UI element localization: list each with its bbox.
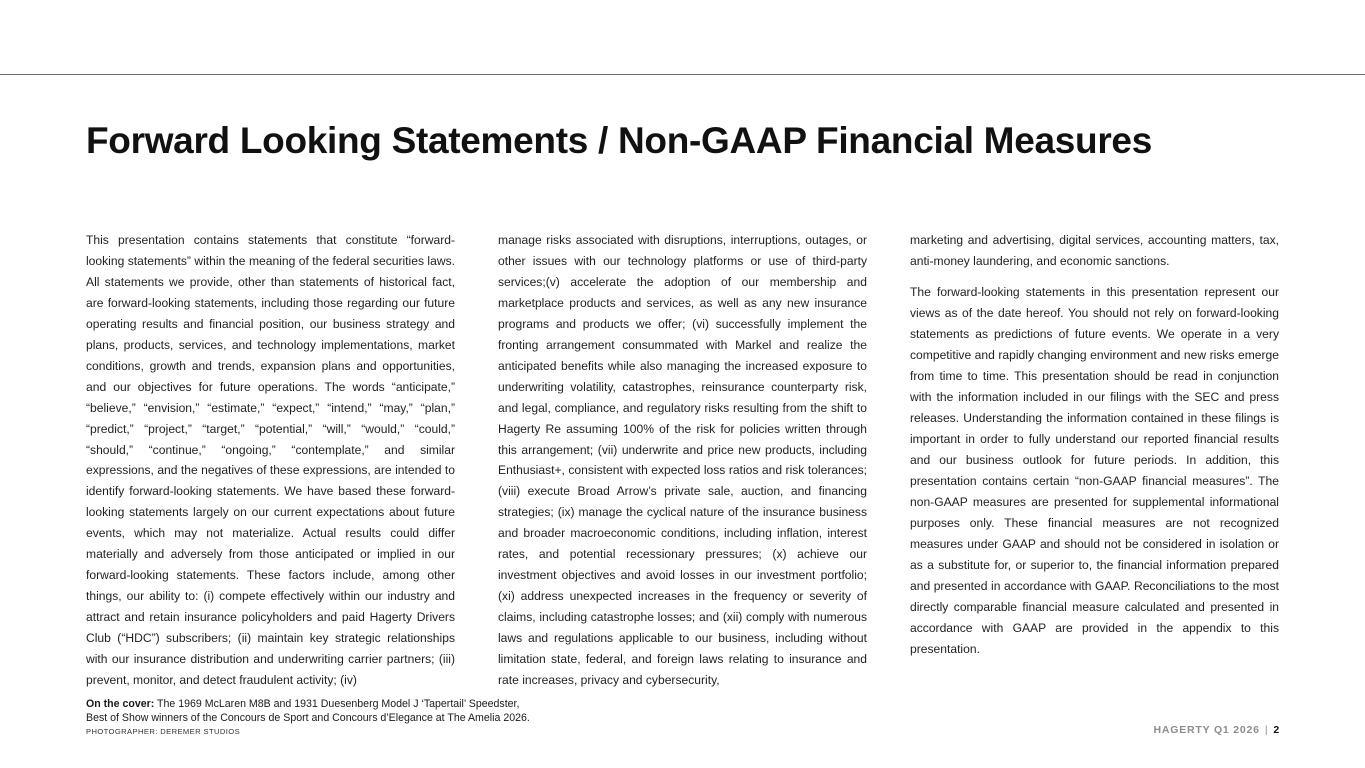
- text-column-2: [498, 230, 867, 691]
- paragraph: manage risks associated with disruptions, interruptions, outages, or other issues with our technology platforms or use of third-party services;(v) accelerate the adoption of our membership and marketplace products and services, as well as any new insurance programs and products we offer; (vi) successfully implement the fronting arrangement consummated with Markel and realize the anticipated benefits while also managing the increased exposure to underwriting volatility, catastrophes, reinsurance counterparty risk, and legal, compliance, and regulatory risks resulting from the shift to Hagerty Re assuming 100% of the risk for policies written through this arrangement; (vii) underwrite and price new products, including Enthusiast+, consistent with expected loss ratios and risk tolerances; (viii) execute Broad Arrow’s private sale, auction, and financing strategies; (ix) manage the cyclical nature of the insurance business and broader macroeconomic conditions, including inflation, interest rates, and potential recessionary pressures; (x) achieve our investment objectives and avoid losses in our investment portfolio; (xi) address unexpected increases in the frequency or severity of claims, including catastrophe losses; and (xii) comply with numerous laws and regulations applicable to our business, including without limitation state, federal, and foreign laws relating to insurance and rate increases, privacy and cybersecurity,: [498, 233, 867, 688]
- cover-caption: [86, 698, 646, 725]
- photographer-credit: PHOTOGRAPHER: DEREMER STUDIOS: [86, 727, 241, 736]
- header-divider: [0, 74, 1365, 75]
- page-number: 2: [1273, 724, 1280, 736]
- page-footer: [1153, 724, 1280, 736]
- text-column-3: [910, 230, 1279, 660]
- footer-separator: |: [1264, 724, 1269, 736]
- cover-line-2: Best of Show winners of the Concours de Sport and Concours d’Elegance at The Amelia 2026.: [86, 711, 530, 724]
- paragraph: This presentation contains statements that constitute “forward-looking statements” within the meaning of the federal securities laws. All statements we provide, other than statements of historical fact, are forward-looking statements, including those regarding our future operating results and financial position, our business strategy and plans, products, services, and technology implementations, market conditions, growth and trends, expansion plans and opportunities, and our objectives for future operations. The words “anticipate,” “believe,” “envision,” “estimate,” “expect,” “intend,” “may,” “plan,” “predict,” “project,” “target,” “potential,” “will,” “would,” “could,” “should,” “continue,” “ongoing,” “contemplate,” and similar expressions, and the negatives of these expressions, are intended to identify forward-looking statements. We have based these forward-looking statements largely on our current expectations about future events, which may not materialize. Actual results could differ materially and adversely from those anticipated or implied in our forward-looking statements. These factors include, among other things, our ability to: (i) compete effectively within our industry and attract and retain insurance policyholders and paid Hagerty Drivers Club (“HDC”) subscribers; (ii) maintain key strategic relationships with our insurance distribution and underwriting carrier partners; (iii) prevent, monitor, and detect fraudulent activity; (iv): [86, 233, 455, 688]
- page-title: Forward Looking Statements / Non-GAAP Financial Measures: [86, 120, 1152, 161]
- paragraph: The forward-looking statements in this presentation represent our views as of the date hereof. You should not rely on forward-looking statements as predictions of future events. We operate in a very competitive and rapidly changing environment and new risks emerge from time to time. This presentation should be read in conjunction with the information included in our filings with the SEC and press releases. Understanding the information contained in these filings is important in order to fully understand our reported financial results and our business outlook for future periods. In addition, this presentation contains certain “non-GAAP financial measures”. The non-GAAP measures are presented for supplemental informational purposes only. These financial measures are not recognized measures under GAAP and should not be considered in isolation or as a substitute for, or superior to, the financial information prepared and presented in accordance with GAAP. Reconciliations to the most directly comparable financial measure calculated and presented in accordance with GAAP are provided in the appendix to this presentation.: [910, 285, 1279, 656]
- text-column-1: [86, 230, 455, 691]
- footer-period: Q1 2026: [1213, 724, 1260, 736]
- cover-line-1: The 1969 McLaren M8B and 1931 Duesenberg Model J ‘Tapertail’ Speedster,: [154, 698, 520, 710]
- paragraph: marketing and advertising, digital services, accounting matters, tax, anti-money laundering, and economic sanctions.: [910, 233, 1279, 268]
- cover-label: On the cover:: [86, 698, 155, 710]
- footer-company: HAGERTY: [1153, 724, 1211, 736]
